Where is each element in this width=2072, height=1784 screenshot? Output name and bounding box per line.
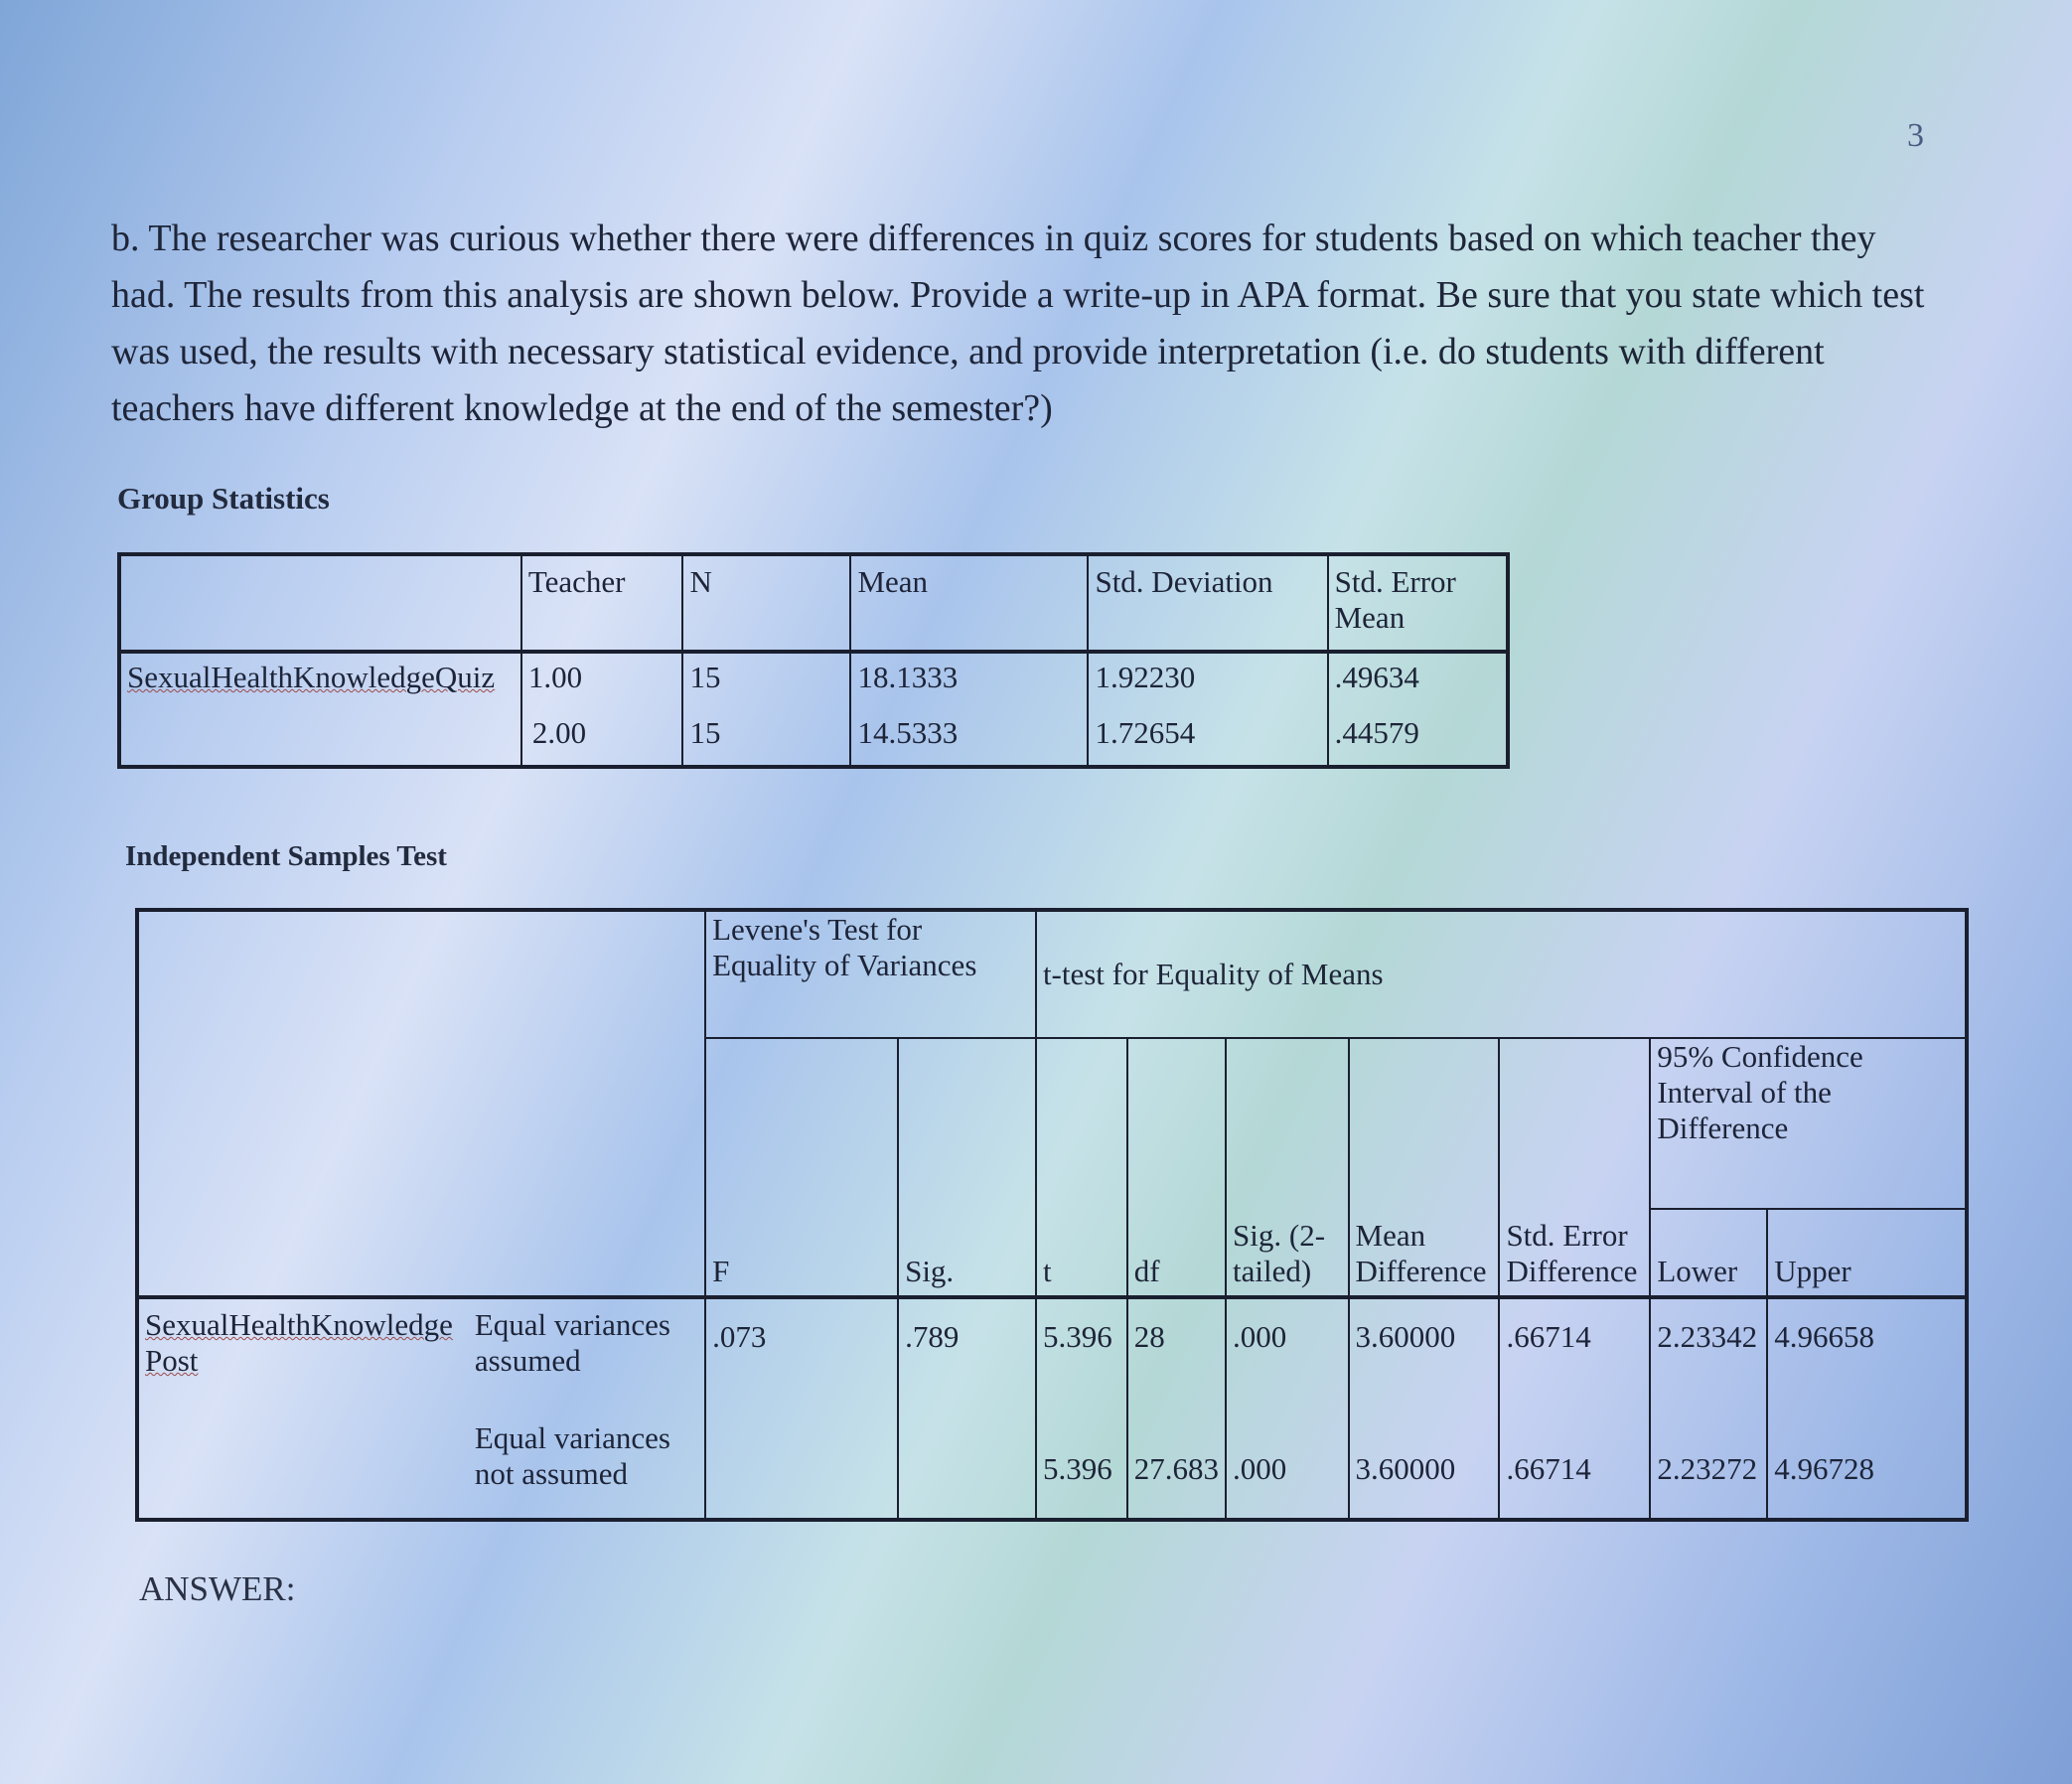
- question-text: b. The researcher was curious whether there were differences in quiz scores for students based on which teacher they had. The results from this analysis are shown below. Provide a write-up in APA format. Be sure that you state which test was used, the results with necessary statistical evidence, and provide interpretation (i.e. do students with different teachers have different knowledge at the end of the semester?): [111, 218, 1925, 429]
- sd-value: 1.72654: [1088, 709, 1327, 767]
- mean-value: 14.5333: [850, 709, 1088, 767]
- header-lower: Lower: [1650, 1209, 1767, 1297]
- se-diff-value: .66714: [1499, 1297, 1650, 1411]
- header-levene: Levene's Test for Equality of Variances: [705, 910, 1036, 1038]
- sig2-value: .000: [1226, 1297, 1349, 1411]
- header-upper: Upper: [1767, 1209, 1967, 1297]
- mean-diff-value: 3.60000: [1349, 1411, 1500, 1520]
- table-row: [119, 709, 1508, 767]
- header-cell-blank: [137, 910, 705, 1297]
- header-std-error-difference: Std. Error Difference: [1499, 1038, 1650, 1297]
- independent-samples-test-title: Independent Samples Test: [125, 840, 447, 872]
- table-header-row: [137, 910, 1967, 1038]
- header-sig: Sig.: [898, 1038, 1036, 1297]
- table-header-row: [119, 554, 1508, 652]
- sig-value: .789: [898, 1297, 1036, 1411]
- header-f: F: [705, 1038, 898, 1297]
- upper-value: 4.96728: [1774, 1451, 1875, 1486]
- row-label: Equal variances not assumed: [469, 1411, 705, 1520]
- teacher-value: 2.00: [521, 709, 683, 767]
- header-std-deviation: Std. Deviation: [1088, 554, 1327, 652]
- row-label: Equal variances assumed: [469, 1297, 705, 1411]
- lower-value: 2.23272: [1650, 1411, 1767, 1520]
- t-value: 5.396: [1036, 1297, 1127, 1411]
- df-value: 27.683: [1127, 1411, 1226, 1520]
- se-value: .44579: [1334, 715, 1419, 750]
- sig2-value: .000: [1226, 1411, 1349, 1520]
- group-statistics-table: [117, 552, 1510, 769]
- variable-name: SexualHealthKnowledgeQuiz: [119, 652, 521, 709]
- header-std-error-mean: Std. Error Mean: [1328, 554, 1508, 652]
- f-value: [705, 1411, 898, 1520]
- header-mean-difference: Mean Difference: [1349, 1038, 1500, 1297]
- header-n: N: [682, 554, 850, 652]
- header-sig-2-tailed: Sig. (2-tailed): [1226, 1038, 1349, 1297]
- header-df: df: [1127, 1038, 1226, 1297]
- sig-value: [898, 1411, 1036, 1520]
- se-value: .49634: [1334, 660, 1419, 694]
- n-value: 15: [682, 709, 850, 767]
- header-mean: Mean: [850, 554, 1088, 652]
- n-value: 15: [682, 652, 850, 709]
- independent-samples-test-table: [135, 908, 1969, 1522]
- variable-name: SexualHealthKnowledge Post: [145, 1307, 453, 1378]
- sd-value: 1.92230: [1088, 652, 1327, 709]
- header-confidence-interval: 95% Confidence Interval of the Difference: [1650, 1038, 1967, 1209]
- se-diff-value: .66714: [1499, 1411, 1650, 1520]
- mean-diff-value: 3.60000: [1349, 1297, 1500, 1411]
- group-statistics-title: Group Statistics: [117, 481, 330, 516]
- lower-value: 2.23342: [1650, 1297, 1767, 1411]
- t-value: 5.396: [1036, 1411, 1127, 1520]
- table-row: [119, 652, 1508, 709]
- variable-name-blank: [119, 709, 521, 767]
- mean-value: 18.1333: [850, 652, 1088, 709]
- upper-value: 4.96658: [1774, 1319, 1875, 1354]
- page-number: 3: [1907, 117, 1924, 154]
- df-value: 28: [1127, 1297, 1226, 1411]
- table-row: [137, 1297, 1967, 1411]
- header-ttest: t-test for Equality of Means: [1036, 910, 1967, 1038]
- teacher-value: 1.00: [521, 652, 683, 709]
- header-teacher: Teacher: [521, 554, 683, 652]
- f-value: .073: [705, 1297, 898, 1411]
- header-cell-blank: [119, 554, 521, 652]
- header-t: t: [1036, 1038, 1127, 1297]
- answer-label: ANSWER:: [139, 1569, 296, 1608]
